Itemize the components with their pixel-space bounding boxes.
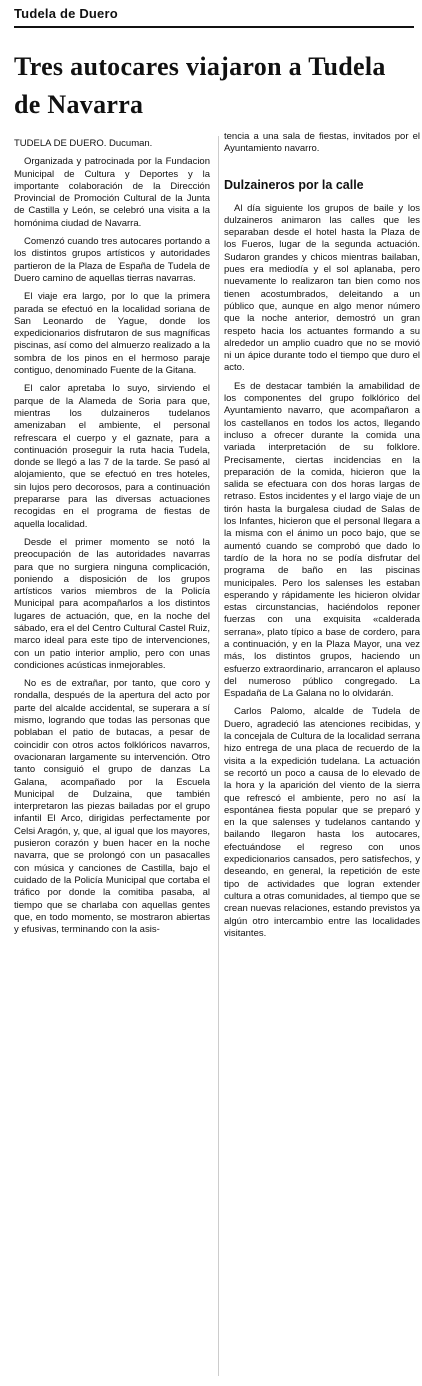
paragraph: El viaje era largo, por lo que la primera parada se efectuó en la localidad soriana de San Leonardo de Yague, donde los expedicionarios disfrutaron de sus magníficas piscinas, así como del almuerzo realizado a la sombra de los pinos en el hermoso paraje contiguo, denominado Fuente de la Gitana. <box>14 291 210 377</box>
paragraph: Desde el primer momento se notó la preocupación de las autoridades navarras para que no surgiera ninguna complicación, poniendo a disposición de los grupos artísticos varios miembros de la Policía Municipal para acompañarlos a los distintos lugares de actuación, que, en la noche del sábado, era el del Centro Cultural Castel Ruiz, marco ideal para este tipo de intervenciones, con un patio interior amplio, pero con unas condiciones acústicas inmejorables. <box>14 536 210 671</box>
paragraph: Es de destacar también la amabilidad de los componentes del grupo folklórico del Ayuntamiento navarro, que acompañaron a los castellanos en todos los actos, llegando incluso a ofrecer durante la comida una variada interpretación de su folklore. Precisamente, ciertas incidencias en la preparación de la comida, hicieron que la salida se efectuara con dos horas largas de retraso. Estos incidentes y el largo viaje de un tirón hasta la burgalesa ciudad de Salas de los Infantes, hicieron que el personal llegara a la misma con el ánimo un poco bajo, que se aumentó cuando se comprobó que dado lo tardío de la hora no se podía disfrutar del programa de baño en las piscinas municipales. Pero los salenses les estaban esperando y rápidamente les hicieron olvidar estas circunstancias, haciéndolos reponer fuerzas con una exquisita «calderada serrana», plato típico a base de cordero, para a continuación, y en la Plaza Mayor, una vez más, los distintos grupos, haciendo un esfuerzo extraordinario, arrancaron el aplauso del numeroso público congregado. La Espadaña de La Galana no lo olvidarán. <box>224 380 420 700</box>
dateline: TUDELA DE DUERO. Ducuman. <box>14 138 153 149</box>
column-gutter <box>218 136 219 1376</box>
paragraph: No es de extrañar, por tanto, que coro y rondalla, después de la apertura del acto por parte del alcalde accidental, se superara a sí mismo, logrando que todas las personas que poblaban el patio de butacas, a pesar de coincidir con otros actos folklóricos navarros, ovacionaran largamente su intervención. Otro tanto consiguió el grupo de danzas La Galana, acompañado por la Escuela Municipal de Dulzaina, que también interpretaron las piezas bailadas por el grupo infantil El Arco, dirigidas perfectamente por Celsi Aragón, y, que, al igual que los mayores, pusieron corazón y buen hacer en la noche navarra, que se prolongó con un pasacalles con música y canciones de Castilla, bajo el cuidado de la Policía Municipal que cortaba el tráfico por donde la comitiba pasaba, al tiempo que se charlaba con aquellas gentes que, en todo momento, se mostraron abiertas y efusivas, terminando con la asis- <box>14 678 210 936</box>
headline: Tres autocares viajaron a Tudela de Navarra <box>14 52 386 119</box>
paragraph-continuation: tencia a una sala de fiestas, invitados por el Ayuntamiento navarro. <box>224 131 420 155</box>
paragraph: El calor apretaba lo suyo, sirviendo el parque de la Alameda de Soria para que, mientras los dulzaineros tudelanos amenizaban el ambiente, el personal refrescara el cuerpo y el gaznate, para a continuación proseguir la ruta hacia Tudela, donde se llegó a las 7 de la tarde. Se pasó al alojamiento, que se efectuó en tres hoteles, sin lujos pero decorosos, para a continuación prepararse para las diversas actuaciones recogidas en el programa de fiestas de aquella localidad. <box>14 383 210 530</box>
paragraph: Carlos Palomo, alcalde de Tudela de Duero, agradeció las atenciones recibidas, y la concejala de Cultura de la localidad serrana hizo entrega de una placa de recuerdo de la visita a la expedición tudelana. La actuación se recortó un poco a causa de lo elevado de la hora y la aparición del viento de la sierra que refrescó el ambiente, pero no así la espontánea fiesta popular que se preparó y en la que salenses y tudelanos cantando y bailando llegaron hasta los autocares, efectuándose el regreso con unos expedicionarios cansados, pero satisfechos, y deseando, en general, la repetición de este tipo de actividades que logran extender cultura a otras comunidades, al tiempo que se crean nuevas relaciones, estando previstos ya algún otro intercambio entre las localidades visitantes. <box>224 706 420 939</box>
subheading: Dulzaineros por la calle <box>224 177 364 192</box>
section-label: Tudela de Duero <box>14 6 118 21</box>
section-rule <box>14 26 414 28</box>
article-column-left <box>14 138 210 942</box>
paragraph: Organizada y patrocinada por la Fundacion Municipal de Cultura y Deportes y la importante colaboración de la Dirección Provincial de Promoción Cultural de la Junta de Castilla y León, se celebró una visita a la homónima ciudad de Navarra. <box>14 156 210 229</box>
paragraph: Comenzó cuando tres autocares portando a los distintos grupos artísticos y autoridades partieron de la Plaza de España de Tudela de Duero camino de aquellas tierras navarras. <box>14 236 210 284</box>
article-column-right <box>224 131 420 946</box>
paragraph: Al día siguiente los grupos de baile y los dulzaineros animaron las calles que les separaban desde el hotel hasta la Plaza de los Fueros, lugar de la segunda actuación. Sudaron grandes y chicos mientras bailaban, pues era mediodía y el sol aplanaba, pero nuevamente lo realizaron tan bien como nos tienen acostumbrados, deleitando a un público que, aunque en algo menor número que la noche anterior, demostró un gran respeto hacia los actuantes formando a su alrededor un amplio cuadro que no se movió ni un ápice durante todo el tiempo que duro el acto. <box>224 202 420 374</box>
